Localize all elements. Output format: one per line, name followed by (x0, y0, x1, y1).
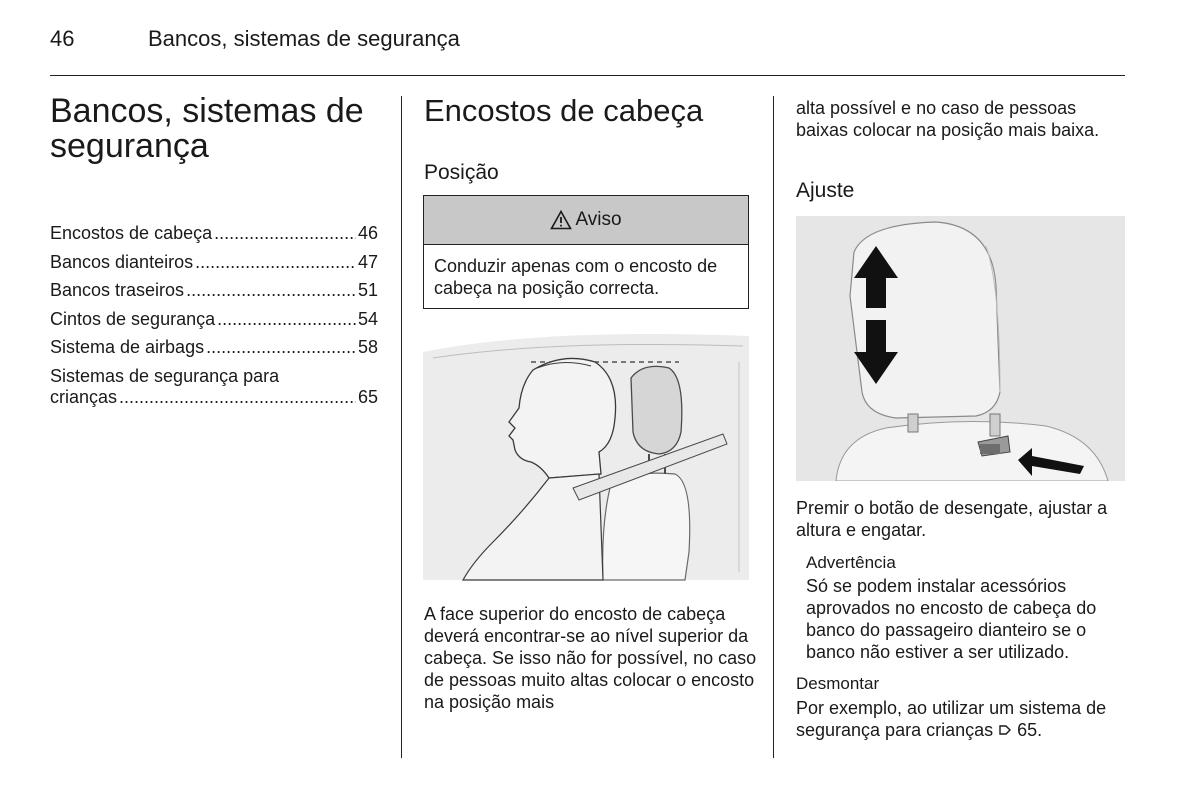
toc-item-label: Sistema de airbags (50, 337, 205, 357)
toc-leader-dots (206, 337, 356, 358)
toc-item-page: 58 (357, 337, 378, 357)
position-paragraph: A face superior do encosto de cabeça deverá encontrar-se ao nível superior da cabeça. Se isso não for possível, no caso de pessoas muito altas colocar o encosto na posição mais (424, 604, 757, 712)
remove-paragraph (796, 697, 1136, 741)
toc-item-page: 54 (357, 308, 378, 329)
toc-item-page: 65 (357, 386, 378, 407)
toc-item-label-line2: crianças (50, 386, 118, 407)
toc-item-label-line1: Sistemas de segurança para (50, 365, 280, 386)
running-header-title: Bancos, sistemas de segurança (148, 26, 460, 51)
position-paragraph-continued: alta possível e no caso de pessoas baixas colocar na posição mais baixa. (796, 98, 1100, 140)
toc-item-label: Cintos de segurança (50, 308, 216, 329)
toc-item[interactable] (50, 309, 378, 330)
advert-paragraph: Só se podem instalar acessórios aprovados no encosto de cabeça do banco do passageiro dianteiro se o banco não estiver a ser utilizado. (806, 576, 1097, 662)
toc-leader-dots (195, 252, 356, 273)
toc-item-page: 51 (357, 280, 378, 300)
warning-header (424, 196, 748, 245)
headrest-adjustment-illustration (796, 216, 1125, 481)
advert-title: Advertência (806, 553, 896, 572)
page-reference-arrow-icon (998, 723, 1012, 737)
toc-item-label: Bancos dianteiros (50, 251, 194, 272)
subsection-title-position: Posição (424, 161, 499, 184)
toc-item-page: 47 (357, 251, 378, 272)
remove-text: Por exemplo, ao utilizar um sistema de segurança para crianças (796, 698, 1107, 740)
chapter-title: Bancos, sistemas de segurança (50, 92, 364, 165)
remove-title: Desmontar (796, 674, 880, 693)
toc-item[interactable] (50, 252, 378, 273)
adjust-paragraph: Premir o botão de desengate, ajustar a altura e engatar. (796, 498, 1108, 540)
column-divider-2 (773, 96, 774, 758)
warning-text: Conduzir apenas com o encosto de cabeça na posição correcta. (434, 256, 718, 298)
toc-item-label: Bancos traseiros (50, 280, 185, 300)
warning-triangle-icon (550, 210, 572, 230)
subsection-title-adjust: Ajuste (796, 179, 855, 202)
toc-item[interactable] (50, 366, 378, 408)
header-divider (50, 75, 1125, 76)
toc-item[interactable] (50, 223, 378, 244)
toc-leader-dots (186, 280, 356, 301)
page-number: 46 (50, 26, 75, 51)
remove-page-ref[interactable]: 65. (1017, 720, 1043, 740)
toc-item[interactable] (50, 280, 378, 301)
table-of-contents (50, 223, 378, 415)
toc-leader-dots (214, 223, 356, 244)
headrest-position-illustration (423, 322, 751, 584)
warning-title: Aviso (575, 209, 622, 230)
section-title: Encostos de cabeça (424, 93, 704, 128)
toc-item[interactable] (50, 337, 378, 358)
warning-box (423, 195, 749, 309)
column-divider-1 (401, 96, 402, 758)
toc-item-page: 46 (357, 223, 378, 243)
toc-leader-dots (217, 309, 356, 330)
toc-leader-dots (119, 387, 356, 408)
toc-item-label: Encostos de cabeça (50, 223, 213, 243)
